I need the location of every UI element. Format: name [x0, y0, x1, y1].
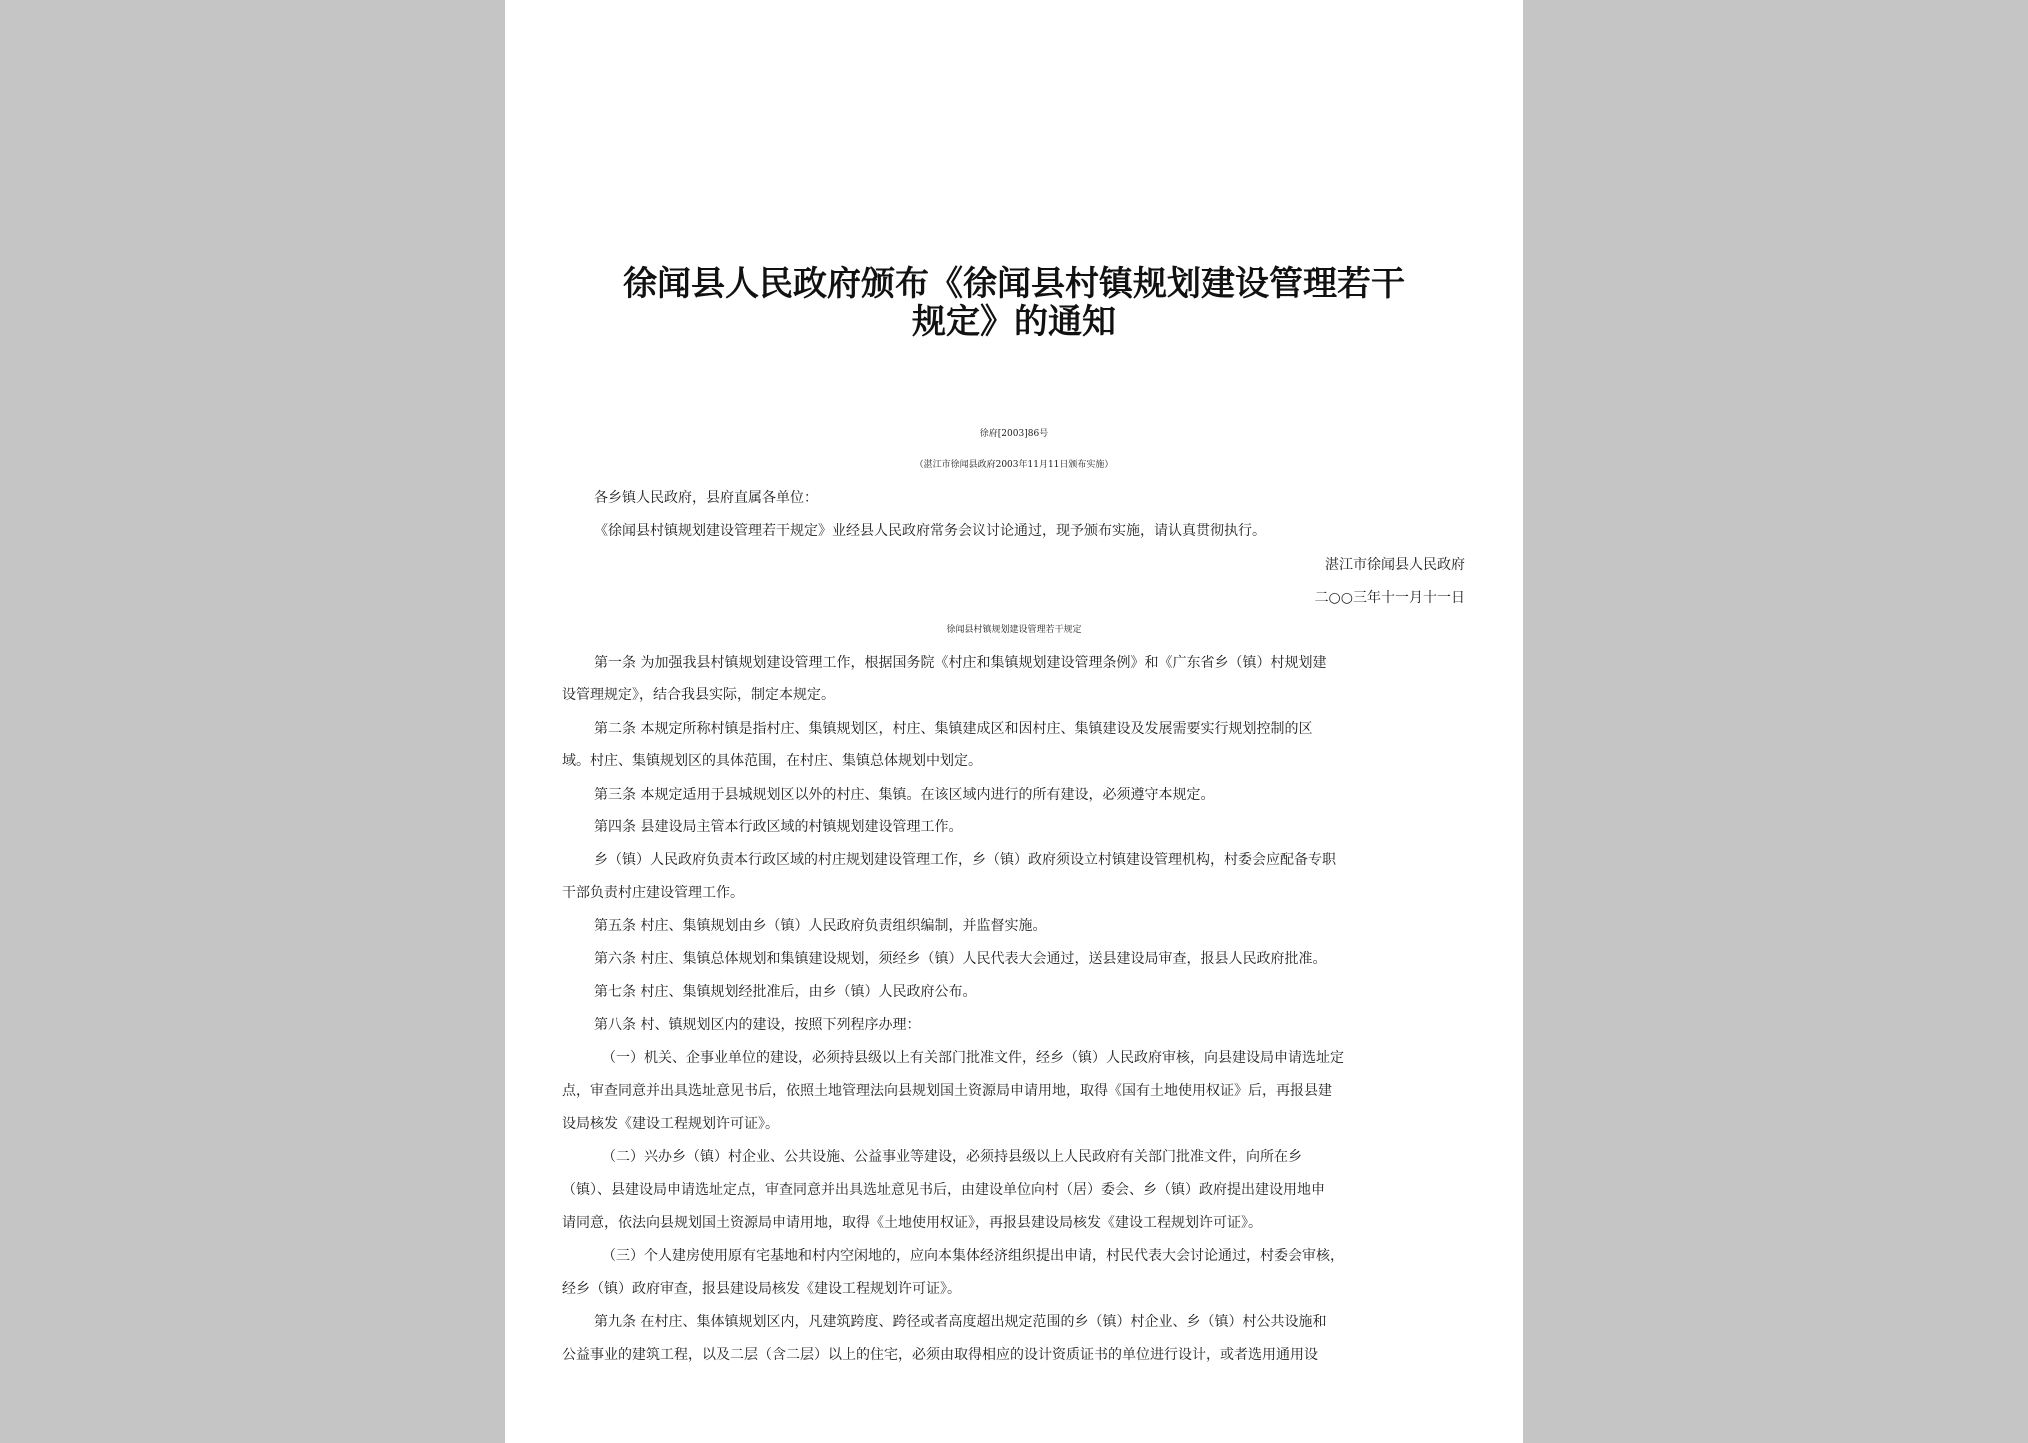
body-line: 第六条 村庄、集镇总体规划和集镇建设规划，须经乡（镇）人民代表大会通过，送县建设局审查，报县人民政府批准。	[594, 951, 1327, 967]
body-line: 设局核发《建设工程规划许可证》。	[562, 1116, 779, 1132]
body-line: 请同意，依法向县规划国土资源局申请用地，取得《土地使用权证》，再报县建设局核发《建设工程规划许可证》。	[562, 1215, 1262, 1231]
regulation-title: 徐闻县村镇规划建设管理若干规定	[946, 625, 1082, 635]
body-line: （一）机关、企事业单位的建设，必须持县级以上有关部门批准文件，经乡（镇）人民政府审核，向县建设局申请选址定	[602, 1050, 1344, 1066]
body-line: 第一条 为加强我县村镇规划建设管理工作，根据国务院《村庄和集镇规划建设管理条例》和《广东省乡（镇）村规划建	[594, 655, 1327, 671]
body-line: 设管理规定》，结合我县实际，制定本规定。	[562, 687, 835, 703]
intro-paragraph: 《徐闻县村镇规划建设管理若干规定》业经县人民政府常务会议讨论通过，现予颁布实施，请认真贯彻执行。	[594, 523, 1266, 539]
salutation: 各乡镇人民政府，县府直属各单位：	[594, 490, 818, 506]
body-line: 点，审查同意并出具选址意见书后，依照土地管理法向县规划国土资源局申请用地，取得《国有土地使用权证》后，再报县建	[562, 1083, 1332, 1099]
body-line: 乡（镇）人民政府负责本行政区域的村庄规划建设管理工作，乡（镇）政府须设立村镇建设管理机构，村委会应配备专职	[594, 852, 1336, 868]
body-line: 第七条 村庄、集镇规划经批准后，由乡（镇）人民政府公布。	[594, 984, 977, 1000]
body-line: 第五条 村庄、集镇规划由乡（镇）人民政府负责组织编制，并监督实施。	[594, 918, 1047, 934]
body-line: （三）个人建房使用原有宅基地和村内空闲地的，应向本集体经济组织提出申请，村民代表大会讨论通过，村委会审核，	[602, 1248, 1344, 1264]
body-line: 干部负责村庄建设管理工作。	[562, 885, 744, 901]
signature-org: 湛江市徐闻县人民政府	[1325, 557, 1465, 573]
body-line: 第八条 村、镇规划区内的建设，按照下列程序办理：	[594, 1017, 921, 1033]
document-number: 徐府[2003]86号	[979, 429, 1049, 439]
body-line: （镇）、县建设局申请选址定点，审查同意并出具选址意见书后，由建设单位向村（居）委会、乡（镇）政府提出建设用地申	[562, 1182, 1325, 1198]
issued-note: （湛江市徐闻县政府2003年11月11日颁布实施）	[914, 460, 1114, 470]
body-line: （二）兴办乡（镇）村企业、公共设施、公益事业等建设，必须持县级以上人民政府有关部门批准文件，向所在乡	[602, 1149, 1302, 1165]
document-title-line-1: 徐闻县人民政府颁布《徐闻县村镇规划建设管理若干	[623, 264, 1405, 304]
body-line: 域。村庄、集镇规划区的具体范围，在村庄、集镇总体规划中划定。	[562, 753, 982, 769]
body-line: 第二条 本规定所称村镇是指村庄、集镇规划区，村庄、集镇建成区和因村庄、集镇建设及发展需要实行规划控制的区	[594, 721, 1313, 737]
body-line: 第三条 本规定适用于县城规划区以外的村庄、集镇。在该区域内进行的所有建设，必须遵守本规定。	[594, 787, 1215, 803]
body-line: 第九条 在村庄、集体镇规划区内，凡建筑跨度、跨径或者高度超出规定范围的乡（镇）村企业、乡（镇）村公共设施和	[594, 1314, 1327, 1330]
body-line: 经乡（镇）政府审查，报县建设局核发《建设工程规划许可证》。	[562, 1281, 961, 1297]
document-title-line-2: 规定》的通知	[912, 302, 1116, 342]
body-line: 公益事业的建筑工程，以及二层（含二层）以上的住宅，必须由取得相应的设计资质证书的单位进行设计，或者选用通用设	[562, 1347, 1318, 1363]
document-page	[505, 0, 1523, 1443]
body-line: 第四条 县建设局主管本行政区域的村镇规划建设管理工作。	[594, 819, 963, 835]
signature-date: 二○○三年十一月十一日	[1314, 590, 1465, 606]
